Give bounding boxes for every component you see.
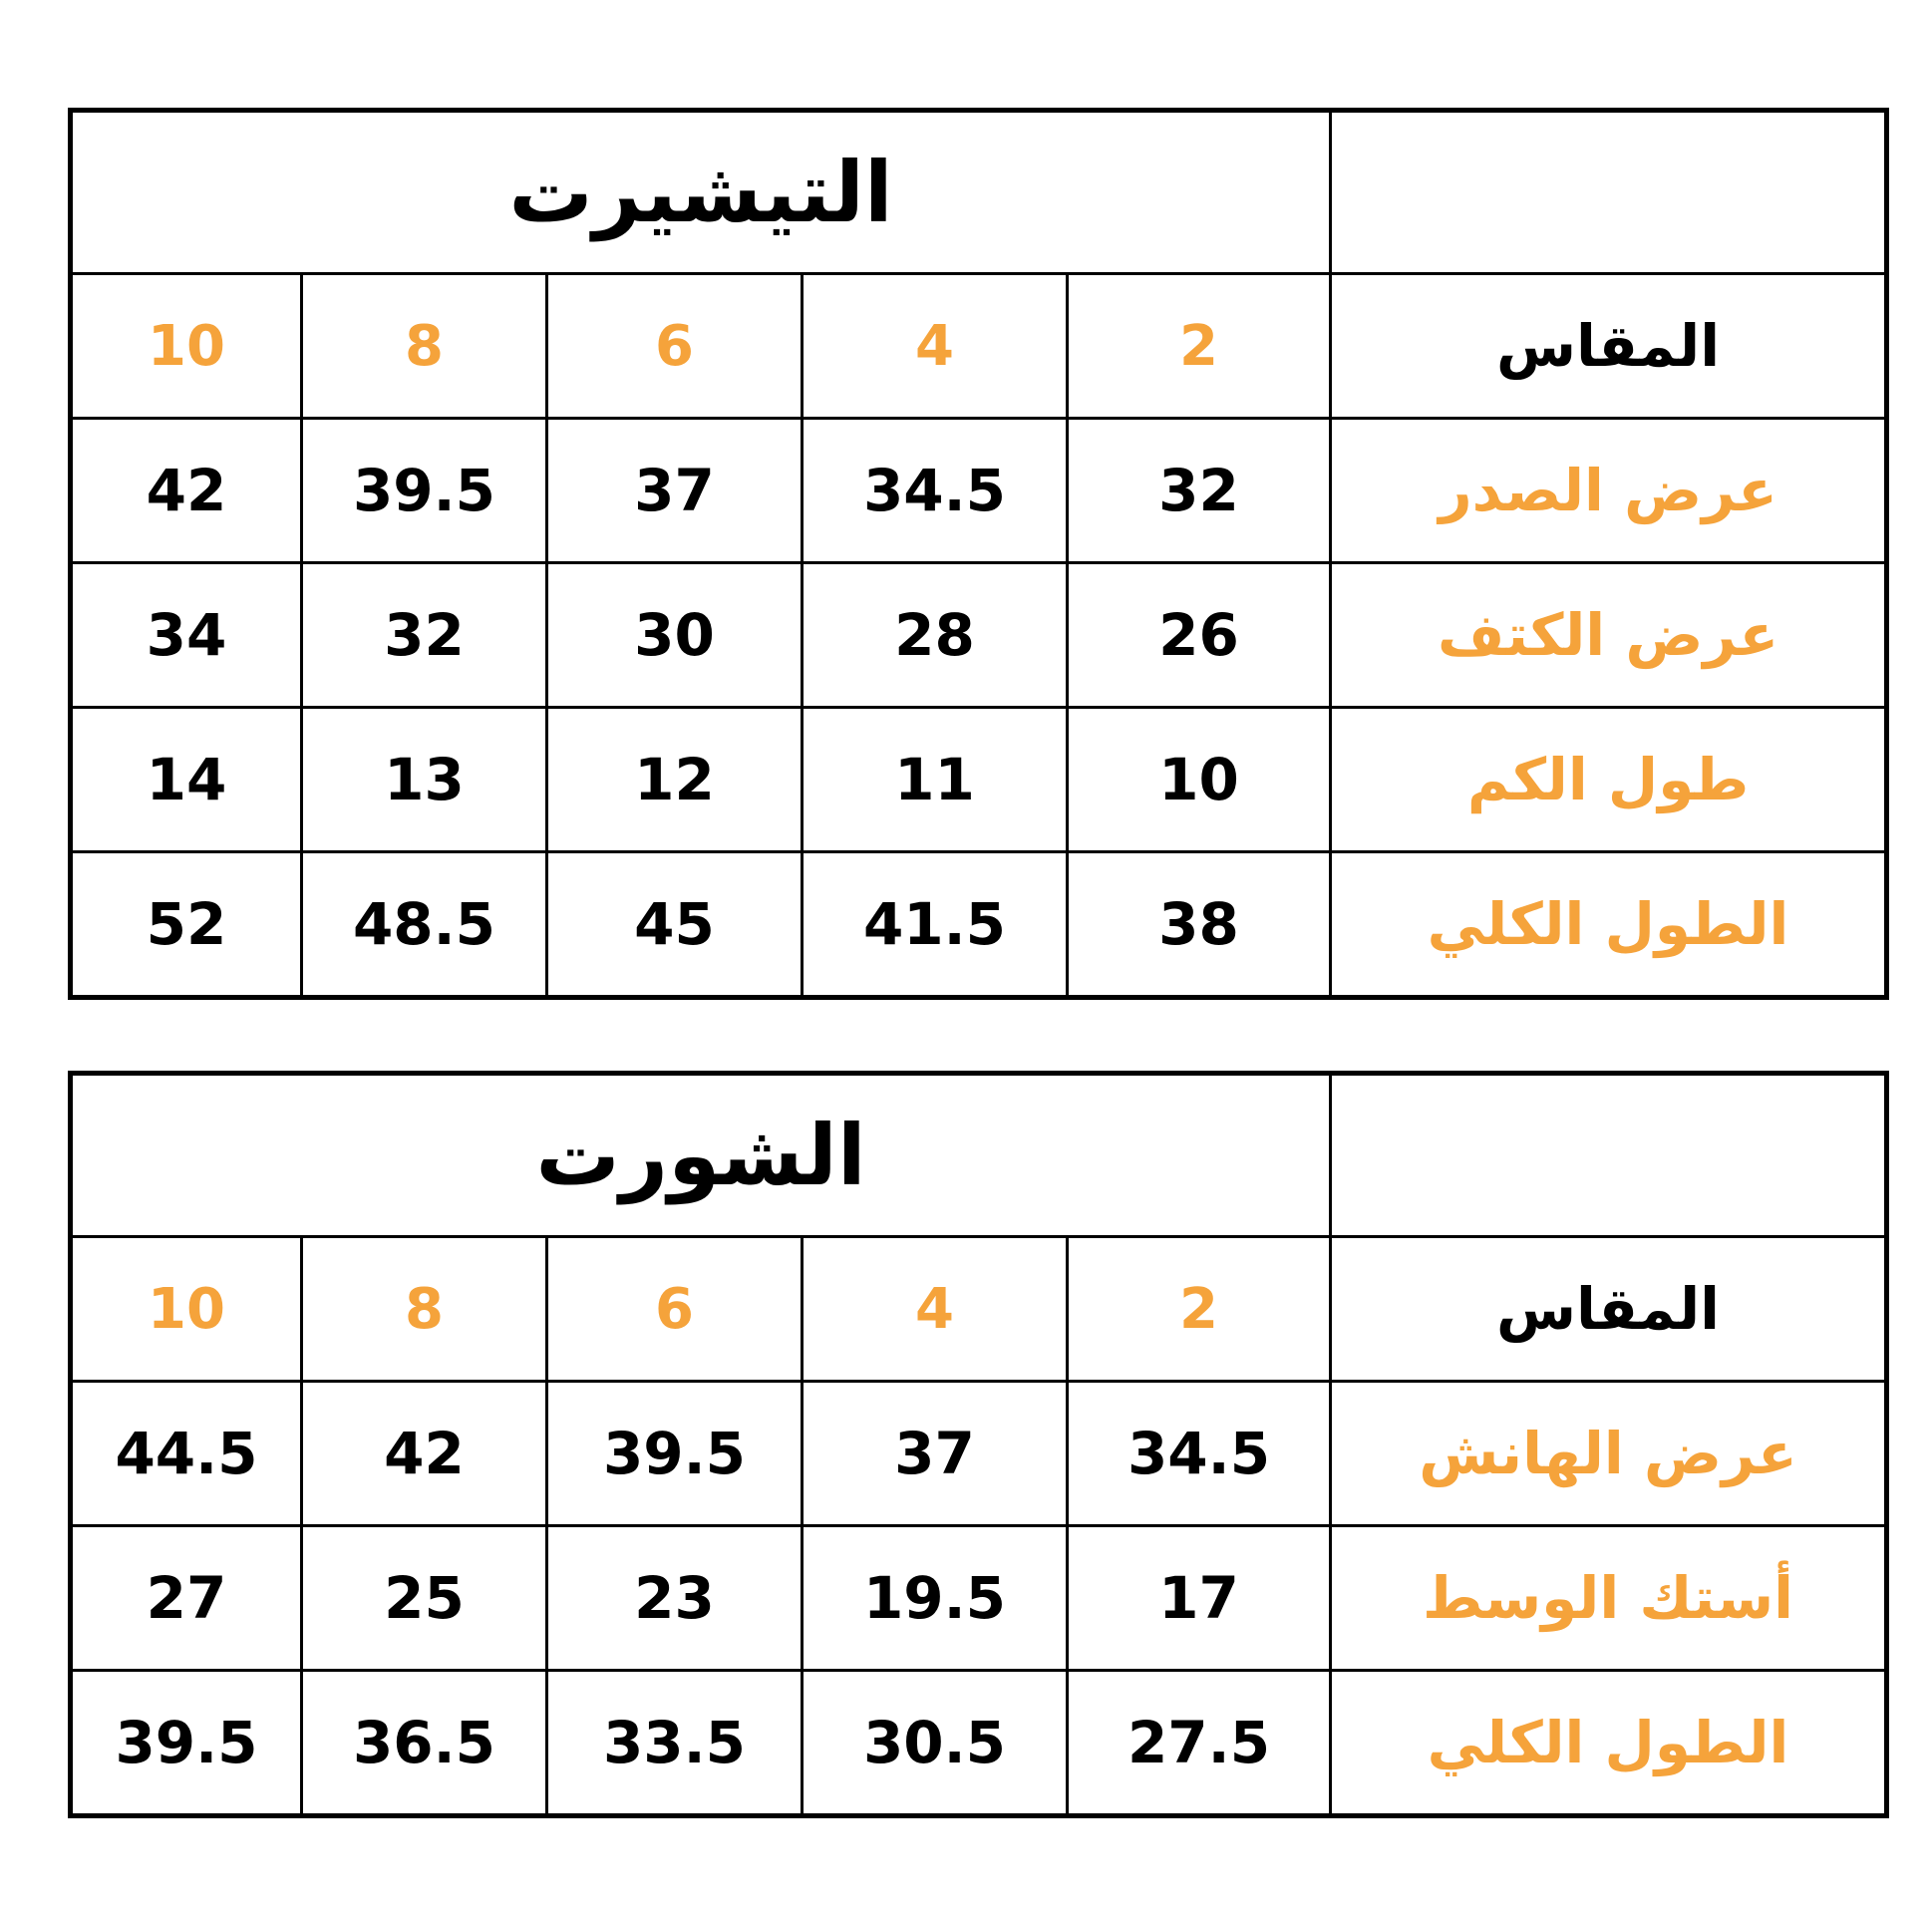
- measurement-value: 10: [1158, 746, 1239, 813]
- measurement-value: 17: [1158, 1564, 1239, 1632]
- measurement-value: 30: [634, 601, 715, 669]
- row-label: عرض الكتف: [1438, 601, 1779, 669]
- value-cell: [547, 419, 803, 563]
- value-cell: [1068, 563, 1331, 708]
- row-label-cell: [1331, 852, 1887, 998]
- value-cell: [803, 1671, 1068, 1816]
- size-cell: [547, 274, 803, 419]
- measurement-value: 14: [146, 746, 227, 813]
- tshirt-size-header-row: [71, 274, 1887, 419]
- value-cell: [803, 1382, 1068, 1526]
- size-number: 2: [1179, 313, 1218, 379]
- row-label: الطول الكلي: [1427, 1709, 1789, 1776]
- shorts-title-row: [71, 1074, 1887, 1237]
- measurement-value: 32: [384, 601, 465, 669]
- row-label-cell: [1331, 419, 1887, 563]
- value-cell: [302, 563, 547, 708]
- row-label: عرض الهانش: [1419, 1420, 1797, 1487]
- measurement-value: 25: [384, 1564, 465, 1632]
- value-cell: [71, 1526, 302, 1671]
- row-label-cell: [1331, 708, 1887, 852]
- size-cell: [547, 1237, 803, 1382]
- table-row: [71, 419, 1887, 563]
- table-row: [71, 852, 1887, 998]
- value-cell: [71, 419, 302, 563]
- value-cell: [803, 1526, 1068, 1671]
- value-cell: [71, 1671, 302, 1816]
- size-number: 2: [1179, 1276, 1218, 1342]
- size-header-label: المقاس: [1495, 1275, 1721, 1343]
- size-header-label: المقاس: [1495, 312, 1721, 380]
- size-number: 10: [148, 313, 225, 379]
- measurement-value: 13: [384, 746, 465, 813]
- tshirt-title-row: [71, 111, 1887, 274]
- value-cell: [547, 1526, 803, 1671]
- measurement-value: 30.5: [862, 1709, 1007, 1776]
- row-label-cell: [1331, 1526, 1887, 1671]
- value-cell: [71, 1382, 302, 1526]
- size-cell: [302, 1237, 547, 1382]
- measurement-value: 34.5: [862, 457, 1007, 524]
- value-cell: [1068, 1526, 1331, 1671]
- tshirt-title-blank-cell: [1331, 111, 1887, 274]
- value-cell: [803, 563, 1068, 708]
- value-cell: [803, 708, 1068, 852]
- shorts-title: الشورت: [535, 1107, 866, 1204]
- size-number: 4: [915, 313, 954, 379]
- measurement-value: 27.5: [1127, 1709, 1271, 1776]
- table-row: [71, 1382, 1887, 1526]
- measurement-value: 39.5: [602, 1420, 747, 1487]
- measurement-value: 39.5: [352, 457, 496, 524]
- tshirt-title-cell: [71, 111, 1331, 274]
- row-label-cell: [1331, 1382, 1887, 1526]
- size-cell: [302, 274, 547, 419]
- size-cell: [1068, 274, 1331, 419]
- value-cell: [547, 708, 803, 852]
- table-row: [71, 563, 1887, 708]
- size-number: 10: [148, 1276, 225, 1342]
- row-label: عرض الصدر: [1439, 457, 1777, 524]
- value-cell: [302, 1671, 547, 1816]
- measurement-value: 11: [894, 746, 975, 813]
- table-row: [71, 1526, 1887, 1671]
- value-cell: [1068, 419, 1331, 563]
- shorts-size-header-row: [71, 1237, 1887, 1382]
- value-cell: [302, 1526, 547, 1671]
- value-cell: [71, 708, 302, 852]
- size-number: 6: [655, 313, 694, 379]
- shorts-title-blank-cell: [1331, 1074, 1887, 1237]
- value-cell: [302, 419, 547, 563]
- measurement-value: 32: [1158, 457, 1239, 524]
- measurement-value: 39.5: [115, 1709, 258, 1776]
- measurement-value: 52: [146, 890, 227, 958]
- value-cell: [302, 1382, 547, 1526]
- measurement-value: 37: [894, 1420, 975, 1487]
- measurement-value: 42: [146, 457, 227, 524]
- measurement-value: 48.5: [352, 890, 496, 958]
- value-cell: [1068, 1671, 1331, 1816]
- value-cell: [1068, 708, 1331, 852]
- size-cell: [803, 1237, 1068, 1382]
- value-cell: [302, 852, 547, 998]
- measurement-value: 45: [634, 890, 715, 958]
- size-cell: [71, 1237, 302, 1382]
- size-number: 8: [405, 1276, 444, 1342]
- table-row: [71, 1671, 1887, 1816]
- row-label: أستك الوسط: [1423, 1564, 1793, 1632]
- value-cell: [803, 852, 1068, 998]
- measurement-value: 36.5: [352, 1709, 496, 1776]
- measurement-value: 42: [384, 1420, 465, 1487]
- measurement-value: 19.5: [862, 1564, 1007, 1632]
- size-header-cell: [1331, 1237, 1887, 1382]
- measurement-value: 34.5: [1127, 1420, 1271, 1487]
- measurement-value: 37: [634, 457, 715, 524]
- measurement-value: 12: [634, 746, 715, 813]
- value-cell: [1068, 852, 1331, 998]
- measurement-value: 33.5: [602, 1709, 747, 1776]
- tshirt-title: التيشيرت: [508, 144, 893, 241]
- value-cell: [547, 1671, 803, 1816]
- row-label: طول الكم: [1466, 746, 1750, 813]
- row-label: الطول الكلي: [1427, 890, 1789, 958]
- measurement-value: 26: [1158, 601, 1239, 669]
- measurement-value: 23: [634, 1564, 715, 1632]
- shorts-title-cell: [71, 1074, 1331, 1237]
- measurement-value: 41.5: [862, 890, 1007, 958]
- size-cell: [1068, 1237, 1331, 1382]
- measurement-value: 38: [1158, 890, 1239, 958]
- size-cell: [803, 274, 1068, 419]
- row-label-cell: [1331, 1671, 1887, 1816]
- shorts-size-table: [68, 1071, 1889, 1818]
- value-cell: [547, 563, 803, 708]
- size-cell: [71, 274, 302, 419]
- measurement-value: 44.5: [115, 1420, 258, 1487]
- size-number: 4: [915, 1276, 954, 1342]
- size-header-cell: [1331, 274, 1887, 419]
- row-label-cell: [1331, 563, 1887, 708]
- value-cell: [302, 708, 547, 852]
- value-cell: [547, 1382, 803, 1526]
- value-cell: [71, 563, 302, 708]
- size-number: 6: [655, 1276, 694, 1342]
- measurement-value: 28: [894, 601, 975, 669]
- value-cell: [803, 419, 1068, 563]
- value-cell: [71, 852, 302, 998]
- size-number: 8: [405, 313, 444, 379]
- tshirt-size-table: [68, 108, 1889, 1000]
- value-cell: [1068, 1382, 1331, 1526]
- table-row: [71, 708, 1887, 852]
- value-cell: [547, 852, 803, 998]
- measurement-value: 27: [146, 1564, 227, 1632]
- measurement-value: 34: [146, 601, 227, 669]
